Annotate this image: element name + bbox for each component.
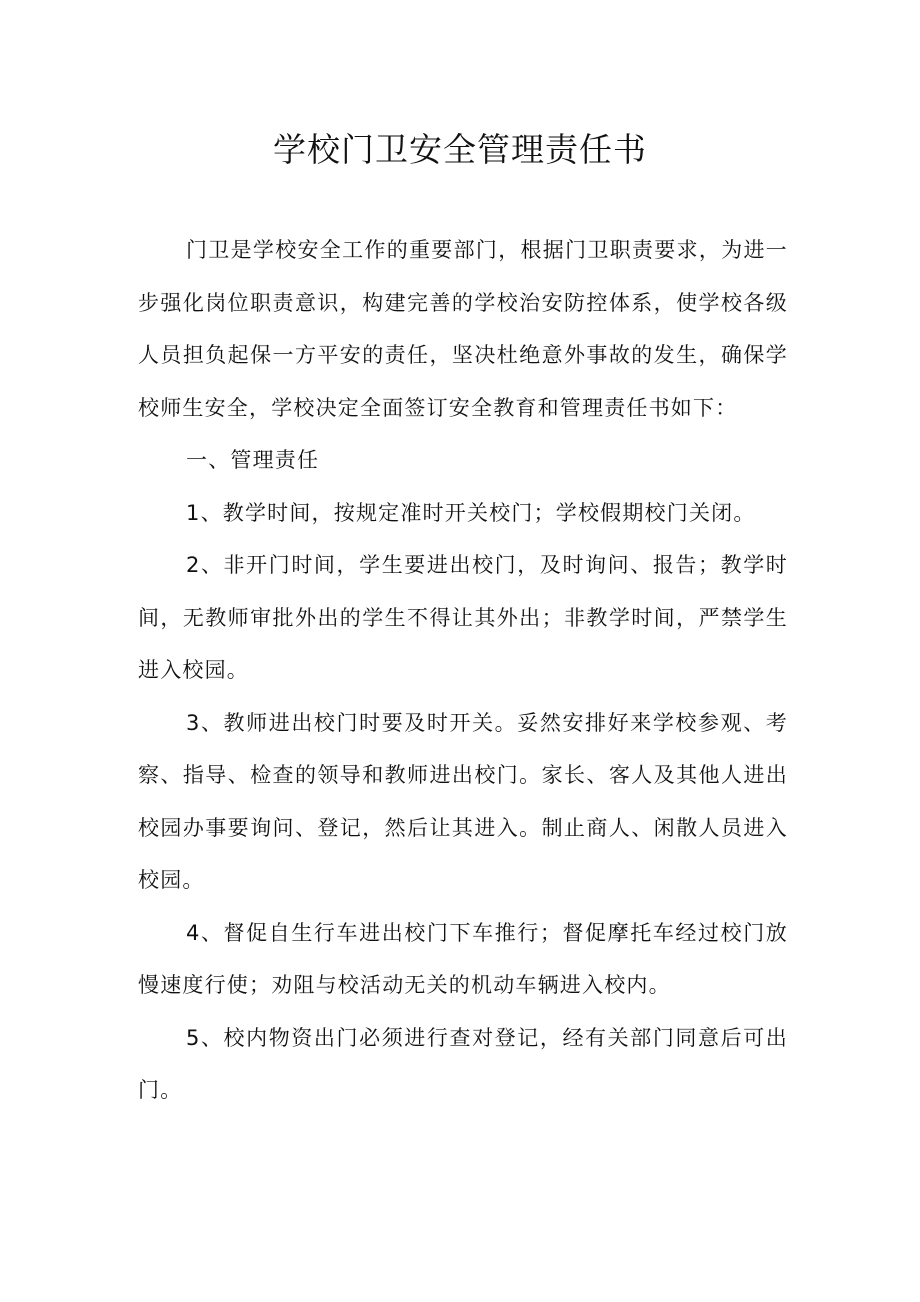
item-number: 2 (186, 553, 201, 577)
item-number: 3 (186, 710, 201, 735)
list-item (138, 539, 788, 697)
list-item (138, 907, 788, 1012)
list-item (138, 697, 788, 907)
item-number: 4 (186, 920, 201, 945)
item-text: 、教师进出校门时要及时开关。妥然安排好来学校参观、考察、指导、检查的领导和教师进出校门。家长、客人及其他人进出校园办事要询问、登记，然后让其进入。制止商人、闲散人员进入校园。 (138, 710, 788, 892)
document-title: 学校门卫安全管理责任书 (273, 130, 647, 169)
item-text: 、教学时间，按规定准时开关校门；学校假期校门关闭。 (200, 500, 756, 525)
section-heading: 一、管理责任 (186, 448, 320, 472)
item-text: 、督促自生行车进出校门下车推行；督促摩托车经过校门放慢速度行使；劝阻与校活动无关的机动车辆进入校内。 (138, 920, 788, 997)
list-item (138, 1012, 788, 1117)
item-text: 、校内物资出门必须进行查对登记，经有关部门同意后可出门。 (138, 1025, 788, 1102)
document-body (138, 224, 788, 1117)
item-number: 5 (186, 1025, 201, 1050)
item-text: 、非开门时间，学生要进出校门，及时询问、报告；教学时间，无教师审批外出的学生不得让其外出；非教学时间，严禁学生进入校园。 (138, 553, 788, 682)
item-number: 1 (186, 500, 201, 525)
intro-paragraph: 门卫是学校安全工作的重要部门，根据门卫职责要求，为进一步强化岗位职责意识，构建完善的学校治安防控体系，使学校各级人员担负起保一方平安的责任，坚决杜绝意外事故的发生，确保学校师生安全，学校决定全面签订安全教育和管理责任书如下： (138, 238, 788, 420)
list-item (138, 487, 788, 540)
